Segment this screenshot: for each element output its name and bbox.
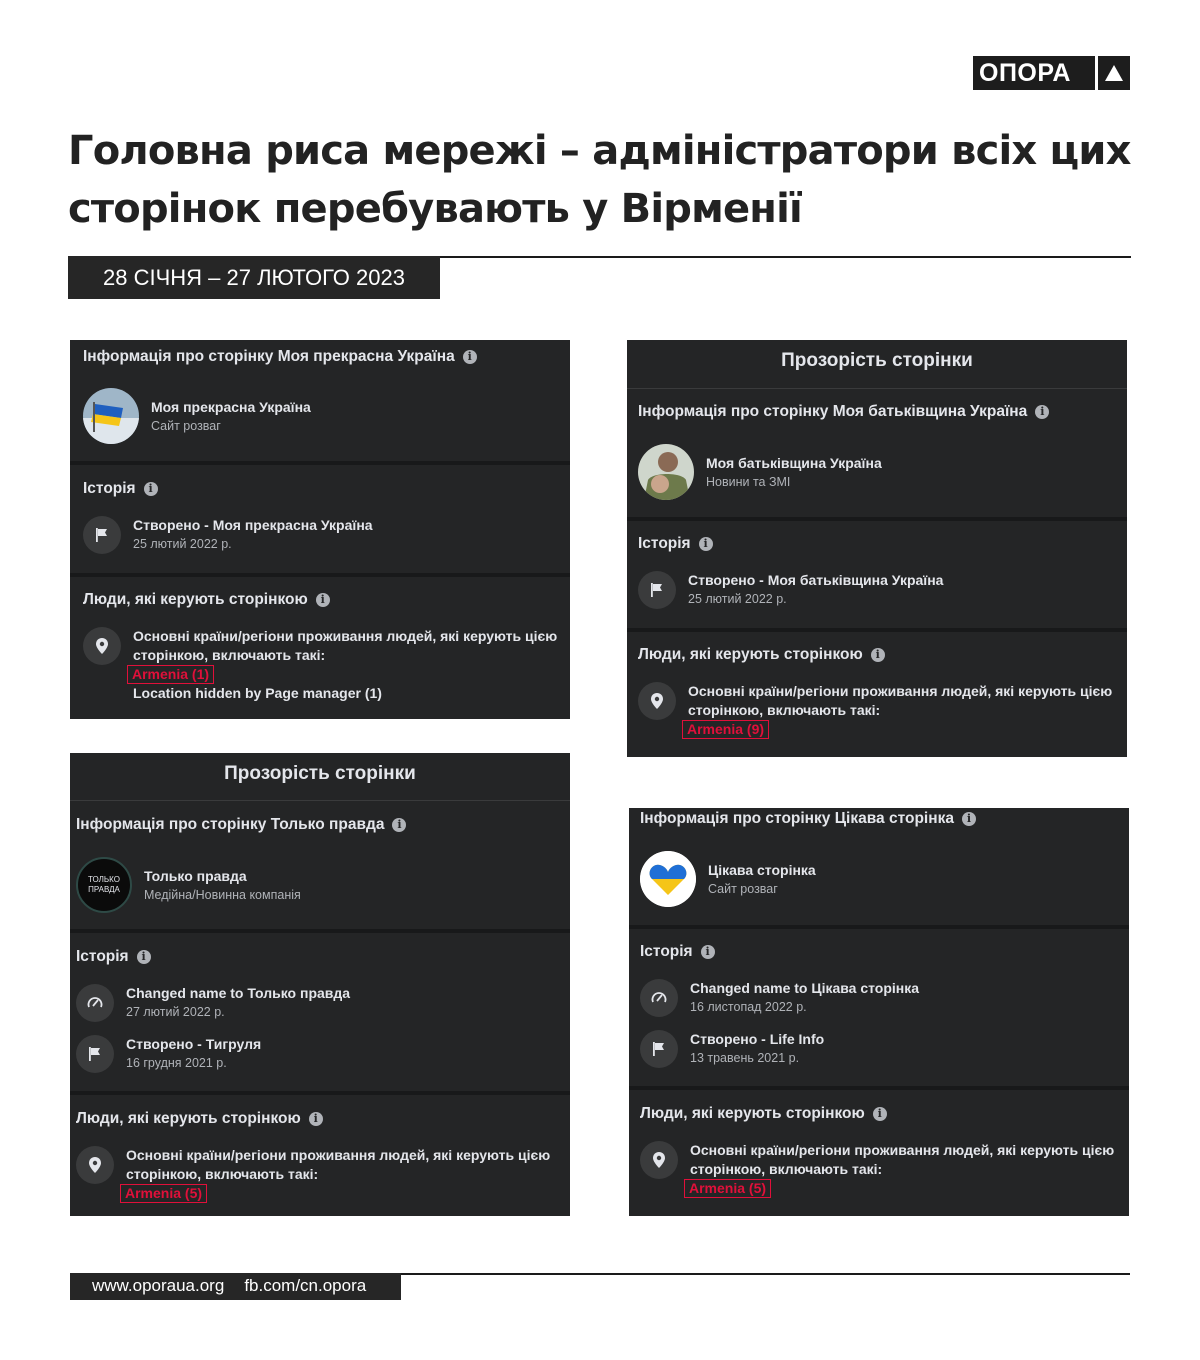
history-title-text: Створено - Моя батьківщина Україна <box>688 572 944 588</box>
history-title: Історія i <box>640 943 715 961</box>
facebook-link[interactable]: fb.com/cn.opora <box>244 1276 367 1295</box>
location-pin-icon <box>76 1146 114 1184</box>
location-hidden: Location hidden by Page manager (1) <box>133 685 382 701</box>
page-identity[interactable] <box>640 851 816 907</box>
info-icon[interactable]: i <box>871 648 885 662</box>
flag-icon <box>83 516 121 554</box>
history-title-text: Створено - Тигруля <box>126 1036 262 1052</box>
country-highlight: Armenia (9) <box>682 720 769 739</box>
page-category: Сайт розваг <box>151 418 221 433</box>
page-transparency-card <box>70 340 570 719</box>
section-divider <box>627 628 1127 632</box>
page-identity[interactable] <box>638 444 882 500</box>
panel-header: Прозорість сторінки <box>224 763 416 784</box>
country-highlight: Armenia (5) <box>684 1179 771 1198</box>
people-locations <box>638 682 1127 739</box>
page-avatar <box>76 857 132 913</box>
people-description: Основні країни/регіони проживання людей, які керують цією сторінкою, включають такі: <box>688 683 1113 718</box>
page-identity[interactable] <box>83 388 311 444</box>
header-divider <box>627 388 1127 389</box>
history-item <box>638 571 943 609</box>
info-icon[interactable]: i <box>144 482 158 496</box>
location-pin-icon <box>638 682 676 720</box>
history-date: 25 лютий 2022 р. <box>133 537 232 551</box>
page-category: Новини та ЗМІ <box>706 474 791 489</box>
flag-icon <box>640 1030 678 1068</box>
info-icon[interactable]: i <box>1035 405 1049 419</box>
history-item <box>83 516 373 554</box>
section-divider <box>70 1091 570 1095</box>
info-icon[interactable]: i <box>962 812 976 826</box>
page-avatar <box>640 851 696 907</box>
opora-logo <box>973 56 1130 90</box>
people-locations <box>76 1146 566 1203</box>
info-icon[interactable]: i <box>463 350 477 364</box>
page-name[interactable]: Цікава сторінка <box>708 861 816 878</box>
country-highlight: Armenia (5) <box>120 1184 207 1203</box>
page-name[interactable]: Только правда <box>144 867 247 884</box>
page-category: Сайт розваг <box>708 881 778 896</box>
info-icon[interactable]: i <box>316 593 330 607</box>
info-icon[interactable]: i <box>873 1107 887 1121</box>
people-description: Основні країни/регіони проживання людей, які керують цією сторінкою, включають такі: <box>690 1142 1115 1177</box>
page-name[interactable]: Моя батьківщина Україна <box>706 454 882 471</box>
section-title: Інформація про сторінку Только правда i <box>76 816 406 834</box>
history-title: Історія i <box>83 480 158 498</box>
avatar-text: ТОЛЬКО <box>88 875 120 884</box>
page-avatar <box>83 388 139 444</box>
rename-icon <box>640 979 678 1017</box>
location-pin-icon <box>640 1141 678 1179</box>
headline: Головна риса мережі – адміністратори всіх цих сторінок перебувають у Вірменії <box>68 128 1131 232</box>
page-name[interactable]: Моя прекрасна Україна <box>151 398 311 415</box>
info-icon[interactable]: i <box>137 950 151 964</box>
info-icon[interactable]: i <box>392 818 406 832</box>
triangle-icon <box>1098 64 1130 82</box>
page-transparency-card <box>627 340 1127 757</box>
page-avatar <box>638 444 694 500</box>
section-divider <box>70 573 570 577</box>
section-divider <box>629 925 1129 929</box>
section-title: Інформація про сторінку Моя прекрасна Україна i <box>83 348 477 366</box>
section-title: Інформація про сторінку Цікава сторінка i <box>640 810 976 828</box>
page-identity[interactable] <box>76 857 301 913</box>
date-range: 28 СІЧНЯ – 27 ЛЮТОГО 2023 <box>68 256 440 299</box>
section-title: Інформація про сторінку Моя батьківщина Україна i <box>638 403 1049 421</box>
website-link[interactable]: www.oporaua.org <box>92 1276 225 1295</box>
history-title: Історія i <box>76 948 151 966</box>
history-date: 16 листопад 2022 р. <box>690 1000 807 1014</box>
history-title-text: Створено - Life Info <box>690 1031 825 1047</box>
history-title: Історія i <box>638 535 713 553</box>
people-title: Люди, які керують сторінкою i <box>83 591 330 609</box>
footer <box>70 1273 401 1300</box>
history-title-text: Changed name to Только правда <box>126 985 351 1001</box>
people-description: Основні країни/регіони проживання людей, які керують цією сторінкою, включають такі: <box>126 1147 551 1182</box>
location-pin-icon <box>83 627 121 665</box>
people-description: Основні країни/регіони проживання людей, які керують цією сторінкою, включають такі: <box>133 628 558 663</box>
flag-icon <box>76 1035 114 1073</box>
history-date: 13 травень 2021 р. <box>690 1051 800 1065</box>
info-icon[interactable]: i <box>701 945 715 959</box>
section-divider <box>627 517 1127 521</box>
flag-icon <box>638 571 676 609</box>
people-locations <box>640 1141 1129 1198</box>
history-title-text: Changed name to Цікава сторінка <box>690 980 920 996</box>
avatar-text: ПРАВДА <box>88 885 120 894</box>
history-title-text: Створено - Моя прекрасна Україна <box>133 517 373 533</box>
page-category: Медійна/Новинна компанія <box>144 887 301 902</box>
history-item <box>640 1030 824 1068</box>
history-date: 27 лютий 2022 р. <box>126 1005 225 1019</box>
info-icon[interactable]: i <box>309 1112 323 1126</box>
page-transparency-card <box>629 808 1129 1216</box>
history-date: 16 грудня 2021 р. <box>126 1056 227 1070</box>
history-item <box>76 984 350 1022</box>
history-date: 25 лютий 2022 р. <box>688 592 787 606</box>
section-divider <box>70 929 570 933</box>
people-title: Люди, які керують сторінкою i <box>638 646 885 664</box>
page-transparency-card <box>70 753 570 1216</box>
section-divider <box>70 461 570 465</box>
people-locations <box>83 627 570 703</box>
people-title: Люди, які керують сторінкою i <box>76 1110 323 1128</box>
logo-text: ОПОРА <box>979 58 1071 87</box>
history-item <box>76 1035 261 1073</box>
rename-icon <box>76 984 114 1022</box>
header-divider <box>70 800 570 801</box>
info-icon[interactable]: i <box>699 537 713 551</box>
people-title: Люди, які керують сторінкою i <box>640 1105 887 1123</box>
history-item <box>640 979 919 1017</box>
panel-header: Прозорість сторінки <box>781 350 973 371</box>
section-divider <box>629 1086 1129 1090</box>
country-highlight: Armenia (1) <box>127 665 214 684</box>
